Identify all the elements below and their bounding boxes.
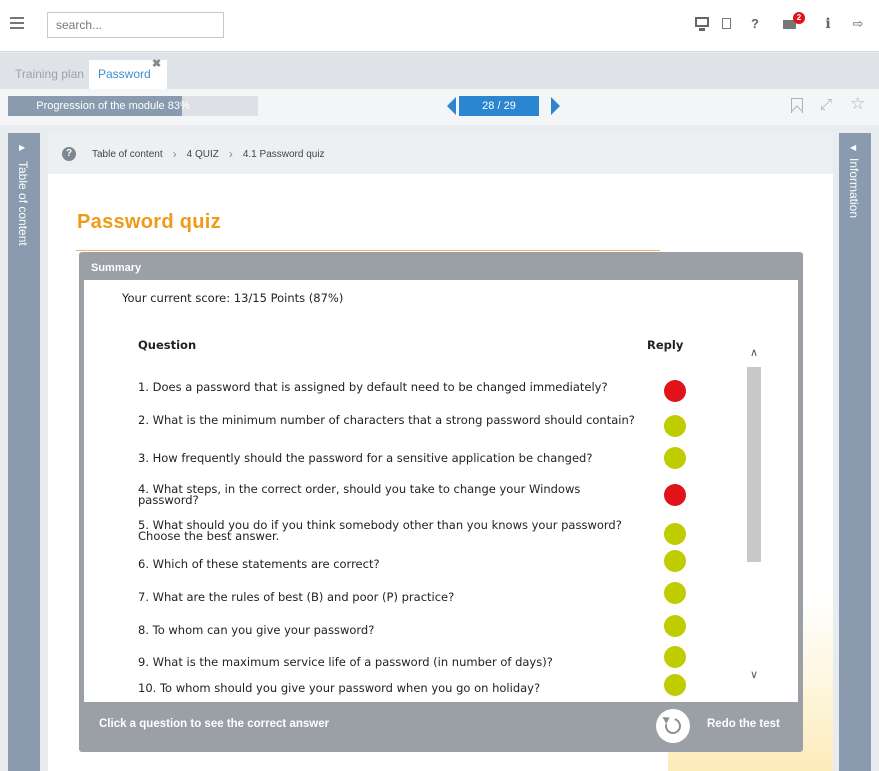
mail-icon[interactable]	[781, 14, 807, 34]
summary-dialog	[79, 252, 803, 752]
summary-header: Summary	[91, 262, 142, 274]
tabs-bar	[0, 53, 879, 89]
breadcrumb-password-quiz: 4.1 Password quiz	[242, 148, 325, 160]
redo-test-button[interactable]: Redo the test	[707, 718, 780, 730]
correct-reply-indicator	[664, 550, 686, 572]
next-page-button[interactable]	[551, 97, 560, 115]
expand-right-arrow-icon: ▶	[19, 143, 26, 152]
question-row[interactable]	[138, 453, 748, 477]
reply-column-header: Reply	[647, 338, 684, 352]
correct-reply-indicator	[664, 523, 686, 545]
question-row[interactable]	[138, 382, 748, 406]
summary-body	[84, 280, 798, 702]
question-row[interactable]	[138, 484, 748, 508]
question-row[interactable]	[138, 625, 748, 649]
information-label: Information	[847, 158, 861, 219]
question-text: 9. What is the maximum service life of a password (in number of days)?	[138, 655, 553, 669]
correct-reply-indicator	[664, 615, 686, 637]
question-text: 1. Does a password that is assigned by default need to be changed immediately?	[138, 380, 608, 394]
fullscreen-icon[interactable]: ⤢	[820, 96, 833, 113]
question-text: 3. How frequently should the password for a sensitive application be changed?	[138, 451, 593, 465]
scroll-up-chevron-icon[interactable]: ∧	[749, 347, 759, 359]
scroll-down-chevron-icon[interactable]: ∨	[749, 669, 759, 681]
tab-password[interactable]: Password	[89, 60, 167, 89]
footer-hint: Click a question to see the correct answer	[99, 718, 330, 730]
logout-icon[interactable]: ⇨	[852, 16, 864, 31]
correct-reply-indicator	[664, 646, 686, 668]
help-icon[interactable]: ?	[751, 16, 759, 31]
question-column-header: Question	[138, 338, 197, 352]
question-row[interactable]	[138, 559, 748, 583]
question-text: 2. What is the minimum number of characters that a strong password should contain?	[138, 413, 635, 427]
question-row[interactable]	[138, 520, 748, 544]
favorite-star-icon[interactable]: ☆	[850, 94, 866, 113]
scrollbar-thumb[interactable]	[747, 367, 761, 562]
wrong-reply-indicator	[664, 380, 686, 402]
monitor-icon[interactable]	[693, 14, 711, 34]
progress-row	[0, 89, 879, 125]
question-text: 8. To whom can you give your password?	[138, 623, 375, 637]
notification-badge: 2	[793, 12, 805, 24]
title-divider	[76, 250, 660, 251]
question-row[interactable]	[138, 592, 748, 616]
question-list	[84, 280, 744, 702]
module-progress-bar	[8, 96, 258, 116]
breadcrumb-separator-icon: ›	[172, 147, 177, 161]
page-counter: 28 / 29	[459, 96, 539, 116]
wrong-reply-indicator	[664, 484, 686, 506]
hamburger-menu-icon[interactable]	[10, 17, 24, 31]
correct-reply-indicator	[664, 674, 686, 696]
question-text: 7. What are the rules of best (B) and poor (P) practice?	[138, 590, 455, 604]
tab-training-plan[interactable]: Training plan	[15, 67, 84, 81]
tablet-icon[interactable]	[721, 14, 733, 34]
correct-reply-indicator	[664, 447, 686, 469]
info-icon[interactable]: i	[825, 16, 831, 32]
correct-reply-indicator	[664, 582, 686, 604]
top-bar	[0, 0, 879, 52]
table-of-content-label: Table of content	[16, 161, 30, 246]
bookmark-icon[interactable]	[791, 98, 803, 113]
question-row[interactable]	[138, 683, 748, 702]
search-input[interactable]	[47, 12, 224, 38]
redo-icon[interactable]	[656, 709, 690, 743]
help-circle-icon[interactable]: ?	[62, 147, 76, 161]
expand-left-arrow-icon: ◀	[850, 143, 857, 152]
question-row[interactable]	[138, 415, 748, 439]
breadcrumb-quiz[interactable]: 4 QUIZ	[186, 148, 219, 160]
information-panel[interactable]	[839, 133, 871, 771]
question-text: 5. What should you do if you think somebody other than you knows your password? Choose the best answer.	[138, 518, 622, 543]
correct-reply-indicator	[664, 415, 686, 437]
question-text: 6. Which of these statements are correct?	[138, 557, 380, 571]
breadcrumb-separator-icon: ›	[228, 147, 233, 161]
page-title: Password quiz	[77, 211, 221, 233]
close-tab-icon[interactable]: ✖	[152, 58, 162, 70]
module-progress-label: Progression of the module 83%	[36, 100, 190, 112]
current-score: Your current score: 13/15 Points (87%)	[122, 291, 344, 305]
table-of-content-panel[interactable]	[8, 133, 40, 771]
previous-page-button[interactable]	[447, 97, 456, 115]
breadcrumb	[62, 145, 325, 163]
question-row[interactable]	[138, 657, 748, 681]
breadcrumb-table-of-content[interactable]: Table of content	[92, 148, 163, 160]
question-text: 10. To whom should you give your password when you go on holiday?	[138, 681, 541, 695]
question-text: 4. What steps, in the correct order, should you take to change your Windows password?	[138, 482, 581, 507]
